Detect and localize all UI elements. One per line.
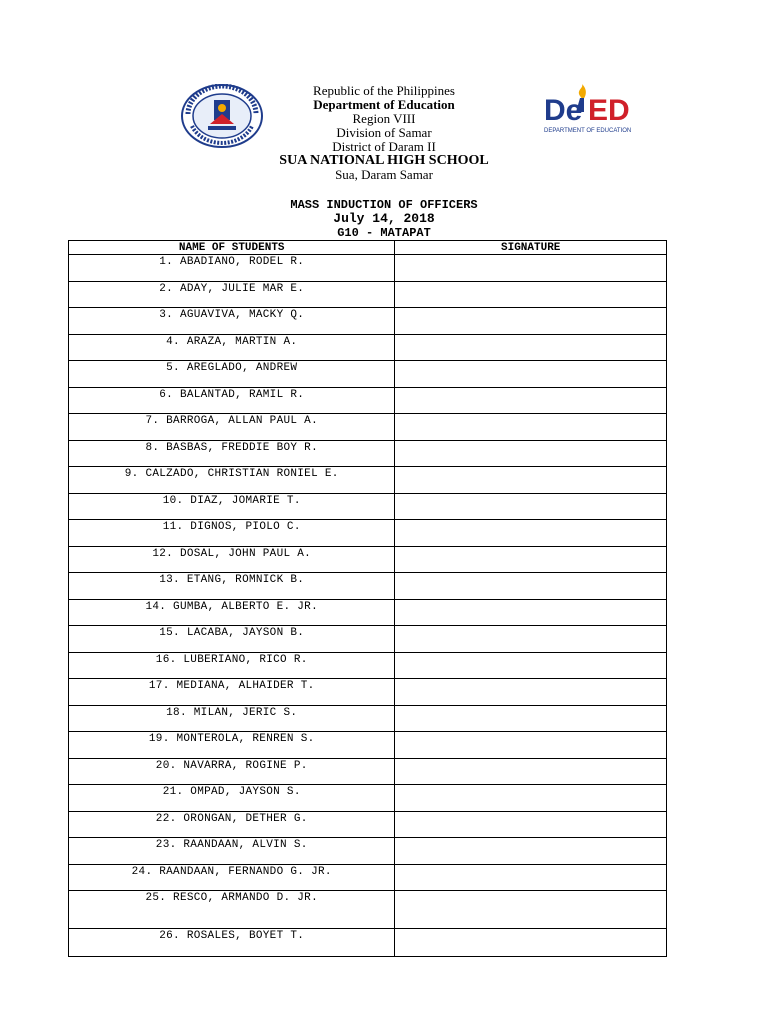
signature-cell[interactable]	[395, 785, 667, 812]
table-row	[69, 811, 667, 838]
event-title: MASS INDUCTION OF OFFICERS	[290, 198, 478, 212]
student-name: 6. BALANTAD, RAMIL R.	[69, 387, 395, 414]
signature-cell[interactable]	[395, 626, 667, 653]
signature-cell[interactable]	[395, 838, 667, 865]
student-name: 21. OMPAD, JAYSON S.	[69, 785, 395, 812]
signature-cell[interactable]	[395, 387, 667, 414]
student-name: 25. RESCO, ARMANDO D. JR.	[69, 891, 395, 929]
student-name: 22. ORONGAN, DETHER G.	[69, 811, 395, 838]
signature-cell[interactable]	[395, 705, 667, 732]
signature-cell[interactable]	[395, 758, 667, 785]
table-row	[69, 334, 667, 361]
republic-line: Republic of the Philippines	[313, 83, 455, 98]
svg-text:DEPARTMENT OF EDUCATION: DEPARTMENT OF EDUCATION	[544, 128, 632, 134]
table-row	[69, 679, 667, 706]
student-name: 16. LUBERIANO, RICO R.	[69, 652, 395, 679]
table-row	[69, 493, 667, 520]
signature-cell[interactable]	[395, 599, 667, 626]
district-line: District of Daram II	[332, 139, 436, 154]
signature-cell[interactable]	[395, 467, 667, 494]
table-row	[69, 573, 667, 600]
deped-logo-icon	[540, 84, 640, 144]
student-name: 13. ETANG, ROMNICK B.	[69, 573, 395, 600]
table-row	[69, 308, 667, 335]
signature-cell[interactable]	[395, 334, 667, 361]
student-name: 2. ADAY, JULIE MAR E.	[69, 281, 395, 308]
student-name: 8. BASBAS, FREDDIE BOY R.	[69, 440, 395, 467]
student-name: 4. ARAZA, MARTIN A.	[69, 334, 395, 361]
table-row	[69, 281, 667, 308]
table-row	[69, 414, 667, 441]
signature-cell[interactable]	[395, 520, 667, 547]
table-row	[69, 929, 667, 957]
student-name: 14. GUMBA, ALBERTO E. JR.	[69, 599, 395, 626]
svg-text:ED: ED	[588, 94, 630, 127]
table-row	[69, 440, 667, 467]
student-name: 10. DIAZ, JOMARIE T.	[69, 493, 395, 520]
student-name: 7. BARROGA, ALLAN PAUL A.	[69, 414, 395, 441]
student-name: 5. AREGLADO, ANDREW	[69, 361, 395, 388]
column-header-signature: SIGNATURE	[395, 241, 667, 255]
signature-cell[interactable]	[395, 281, 667, 308]
table-row	[69, 520, 667, 547]
signature-cell[interactable]	[395, 308, 667, 335]
signature-cell[interactable]	[395, 361, 667, 388]
signature-cell[interactable]	[395, 255, 667, 282]
student-name: 26. ROSALES, BOYET T.	[69, 929, 395, 957]
student-name: 23. RAANDAAN, ALVIN S.	[69, 838, 395, 865]
section-title: G10 - MATAPAT	[337, 226, 431, 240]
region-line: Region VIII	[352, 111, 416, 126]
table-row	[69, 705, 667, 732]
table-row	[69, 838, 667, 865]
signature-cell[interactable]	[395, 414, 667, 441]
table-header-row	[69, 241, 667, 255]
table-row	[69, 387, 667, 414]
column-header-names: NAME OF STUDENTS	[69, 241, 395, 255]
table-row	[69, 652, 667, 679]
document-header	[0, 84, 768, 194]
student-name: 20. NAVARRA, ROGINE P.	[69, 758, 395, 785]
signature-cell[interactable]	[395, 732, 667, 759]
signature-cell[interactable]	[395, 652, 667, 679]
table-row	[69, 546, 667, 573]
signature-cell[interactable]	[395, 440, 667, 467]
student-name: 24. RAANDAAN, FERNANDO G. JR.	[69, 864, 395, 891]
table-row	[69, 255, 667, 282]
table-row	[69, 785, 667, 812]
table-row	[69, 891, 667, 929]
division-line: Division of Samar	[336, 125, 432, 140]
svg-text:De: De	[544, 94, 583, 127]
student-name: 15. LACABA, JAYSON B.	[69, 626, 395, 653]
school-name: SUA NATIONAL HIGH SCHOOL	[279, 153, 489, 168]
student-name: 11. DIGNOS, PIOLO C.	[69, 520, 395, 547]
student-name: 9. CALZADO, CHRISTIAN RONIEL E.	[69, 467, 395, 494]
signature-cell[interactable]	[395, 573, 667, 600]
student-name: 3. AGUAVIVA, MACKY Q.	[69, 308, 395, 335]
table-row	[69, 758, 667, 785]
signature-cell[interactable]	[395, 546, 667, 573]
department-line: Department of Education	[313, 97, 455, 112]
student-name: 12. DOSAL, JOHN PAUL A.	[69, 546, 395, 573]
student-name: 19. MONTEROLA, RENREN S.	[69, 732, 395, 759]
table-row	[69, 626, 667, 653]
student-name: 17. MEDIANA, ALHAIDER T.	[69, 679, 395, 706]
signature-cell[interactable]	[395, 493, 667, 520]
school-address: Sua, Daram Samar	[335, 167, 433, 182]
signature-cell[interactable]	[395, 679, 667, 706]
signature-cell[interactable]	[395, 891, 667, 929]
student-name: 18. MILAN, JERIC S.	[69, 705, 395, 732]
table-row	[69, 467, 667, 494]
attendance-table	[68, 240, 667, 957]
signature-cell[interactable]	[395, 929, 667, 957]
signature-cell[interactable]	[395, 811, 667, 838]
table-row	[69, 599, 667, 626]
student-name: 1. ABADIANO, RODEL R.	[69, 255, 395, 282]
table-row	[69, 732, 667, 759]
table-row	[69, 864, 667, 891]
table-row	[69, 361, 667, 388]
signature-cell[interactable]	[395, 864, 667, 891]
event-date: July 14, 2018	[333, 211, 435, 226]
title-block	[0, 198, 768, 240]
